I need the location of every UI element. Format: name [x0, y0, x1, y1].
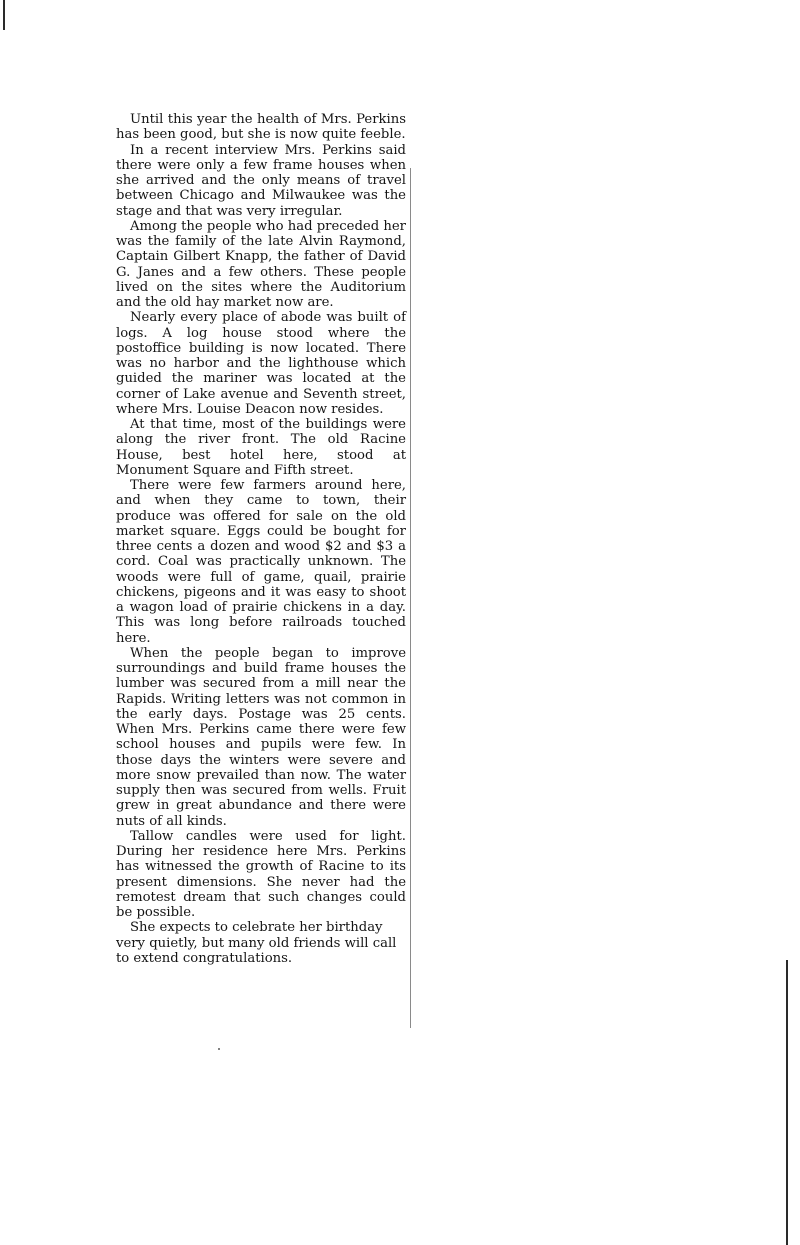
article-paragraph: Tallow candles were used for light. During her residence here Mrs. Perkins has witnessed the growth of Racine to its present dimensions. She never had the remotest dream that such changes could be possible. [116, 828, 406, 920]
article-paragraph: When the people began to improve surroundings and build frame houses the lumber was secured from a mill near the Rapids. Writing letters was not common in the early days. Postage was 25 cents. When Mrs. Perkins came there were few school houses and pupils were few. In those days the winters were severe and more snow prevailed than now. The water supply then was secured from wells. Fruit grew in great abundance and there were nuts of all kinds. [116, 645, 406, 829]
scan-speck [218, 1048, 220, 1050]
article-paragraph: At that time, most of the buildings were along the river front. The old Racine House, best hotel here, stood at Monument Square and Fifth street. [116, 417, 406, 478]
article-column [116, 112, 406, 966]
column-rule [410, 168, 411, 1028]
newspaper-clipping [112, 108, 412, 1023]
article-paragraph: Among the people who had preceded her was the family of the late Alvin Raymond, Captain Gilbert Knapp, the father of David G. Janes and a few others. These people lived on the sites where the Auditorium and the old hay market now are. [116, 218, 406, 310]
article-paragraph: Until this year the health of Mrs. Perkins has been good, but she is now quite feeble. [116, 112, 406, 143]
article-paragraph: Nearly every place of abode was built of logs. A log house stood where the postoffice building is now located. There was no harbor and the lighthouse which guided the mariner was located at the corner of Lake avenue and Seventh street, where Mrs. Louise Deacon now resides. [116, 310, 406, 417]
scan-edge-mark [786, 960, 788, 1245]
article-paragraph: There were few farmers around here, and when they came to town, their produce was offered for sale on the old market square. Eggs could be bought for three cents a dozen and wood $2 and $3 a cord. Coal was practically unknown. The woods were full of game, quail, prairie chickens, pigeons and it was easy to shoot a wagon load of prairie chickens in a day. This was long before railroads touched here. [116, 478, 406, 646]
article-paragraph: In a recent interview Mrs. Perkins said there were only a few frame houses when she arrived and the only means of travel between Chicago and Milwaukee was the stage and that was very irregular. [116, 142, 406, 219]
article-paragraph: She expects to celebrate her birthday very quietly, but many old friends will call to extend congratulations. [116, 920, 397, 966]
scan-edge-mark [3, 0, 5, 30]
